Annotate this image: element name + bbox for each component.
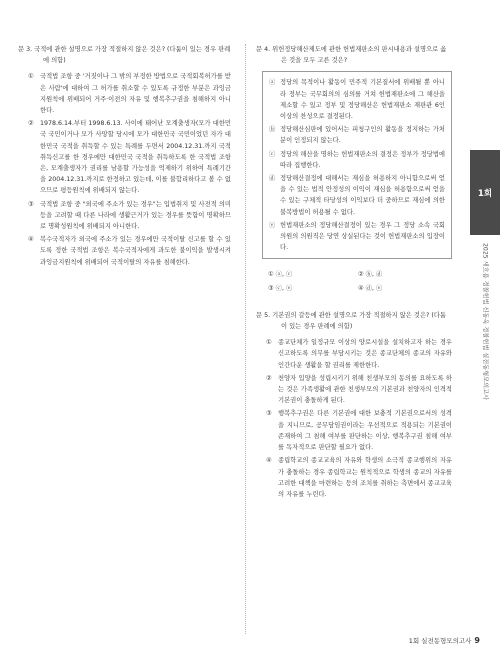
q5-option-2: [256, 373, 452, 407]
statement-text: 헌법재판소의 정당해산결정이 있는 경우 그 정당 소속 국회의원의 의원직은 당연 상실된다는 것이 헌법재판소의 입장이다.: [280, 221, 445, 252]
question-number: 문 4.: [256, 46, 271, 53]
q3-option-4: [18, 234, 231, 268]
side-tab: [470, 150, 500, 235]
question-5-stem: [256, 310, 452, 332]
option-marker: ①: [28, 73, 34, 81]
footer-label: 1회 실전동형모의고사: [408, 637, 472, 645]
statement-marker: ⓒ: [269, 150, 276, 158]
q5-option-3: [256, 408, 452, 453]
column-divider: [245, 44, 246, 634]
statement-text: 정당해산심판에 있어서는 피청구인의 활동을 정지하는 가처분이 인정되지 않는다.: [280, 126, 445, 145]
option-text: 천양자 입양을 성립시키기 위해 친생부모의 동의를 요하도록 하는 것은 가족생활에 관한 친생부모의 기본권과 친양자의 인격적 기본권이 충돌하게 된다.: [278, 374, 452, 405]
statement-marker: ⓔ: [269, 221, 276, 229]
statement-e: [269, 220, 445, 254]
q3-option-1: [18, 71, 231, 116]
page-number: 9: [474, 636, 480, 645]
statement-text: 정당의 해산을 명하는 헌법재판소의 결정은 정부가 정당법에 따라 집행한다.: [280, 150, 445, 169]
option-marker: ④: [266, 457, 272, 465]
q3-option-2: [18, 118, 231, 196]
left-column: [18, 44, 231, 270]
q3-option-3: [18, 199, 231, 233]
answer-choice-1: ① ⓐ, ⓒ: [268, 271, 293, 279]
question-4-stem: [256, 44, 452, 66]
option-marker: ①: [266, 339, 272, 347]
side-caption-text: 2025 새흐름 경찰헌법 신동욱 경찰헌법 실전동형모의고사: [481, 243, 489, 401]
statement-marker: ⓓ: [269, 175, 276, 183]
option-text: 종립학교의 종교교육의 자유와 학생의 소극적 종교행위의 자유가 충돌하는 경우 종립학교는 원칙적으로 학생의 종교의 자유를 고려한 대책을 마련하는 등의 조치를 취하는 측면에서 종교교육의 자유를 누린다.: [278, 457, 452, 498]
answer-choice-2: ② ⓑ, ⓓ: [358, 271, 383, 279]
option-text: 복수국적자가 외국에 주소가 있는 경우에만 국적이탈 신고를 할 수 있도록 정한 국적법 조항은 복수국적자에게 과도한 불이익을 발생시켜 과잉금지원칙에 위배되어 국적이탈의 자유를 침해한다.: [40, 236, 231, 266]
option-marker: ②: [28, 120, 34, 128]
option-marker: ②: [266, 374, 272, 382]
statement-c: [269, 149, 445, 171]
statement-text: 정당해산결정에 대해서는 재심을 허용하지 아니함으로써 얻을 수 있는 법적 안정성의 이익이 재심을 허용함으로써 얻을 수 있는 구체적 타당성의 이익보다 더 중하므로 재심에 의한 불복방법이 허용될 수 없다.: [280, 175, 445, 216]
question-text: 기본권의 갈등에 관한 설명으로 가장 적절하지 않은 것은? (다툼이 있는 경우 판례에 의함): [272, 311, 446, 331]
option-marker: ④: [28, 236, 34, 244]
right-column: [256, 44, 452, 502]
page-footer: [409, 636, 480, 645]
option-marker: ③: [266, 410, 272, 418]
option-text: 종교단체가 일정규모 이상의 양로시설을 설치하고자 하는 경우 신고하도록 의무를 부담시키는 것은 종교단체의 종교의 자유와 인간다운 생활을 할 권리를 제한한다.: [278, 339, 452, 369]
statement-d: [269, 173, 445, 218]
question-number: 문 3.: [18, 46, 33, 53]
option-text: 행복추구권은 다른 기본권에 대한 보충적 기본권으로서의 성격을 지니므로, 공무담임권이라는 우선적으로 적용되는 기본권이 존재하여 그 침해 여부를 판단하는 이상, 행복추구권 침해 여부를 독자적으로 판단할 필요가 없다.: [278, 410, 452, 452]
q5-option-4: [256, 455, 452, 500]
statement-marker: ⓑ: [269, 126, 276, 134]
answer-choice-3: ③ ⓒ, ⓔ: [268, 284, 293, 292]
side-caption: [476, 243, 496, 443]
question-text: 위헌정당해산제도에 관한 헌법재판소의 판시내용과 설명으로 옳은 것을 모두 고른 것은?: [272, 46, 447, 65]
statement-a: [269, 77, 445, 122]
option-text: 1978.6.14.부터 1998.6.13. 사이에 태어난 모계출생자(모가 대한민국 국민이거나 모가 사망할 당시에 모가 대한민국 국민이었던 자가 대한민국 국적을 취득할 수 있는 특례를 두면서 2004.12.31.까지 국적취득신고를 한 경우에만 대한민국 국적을 취득하도록 한 국적법 조항은, 모계출생자가 권리를 남용할 가능성을 억제하기 위하여 특례기간을 2004.12.31.까지로 한정하고 있는데, 이를 불합리하다고 볼 수 없으므로 평등원칙에 위배되지 않는다.: [40, 120, 231, 195]
question-text: 국적에 관한 설명으로 가장 적절하지 않은 것은? (다툼이 있는 경우 판례에 의함): [34, 46, 231, 65]
q5-option-1: [256, 337, 452, 371]
option-text: 국적법 조항 중 "외국에 주소가 있는 경우"는 입법취지 및 사전적 의미 등을 고려할 때 다른 나라에 생활근거가 있는 경우를 뜻함이 명확하므로 명확성원칙에 위배되지 아니한다.: [40, 200, 231, 231]
option-text: 국적법 조항 중 '거짓이나 그 밖의 부정한 방법으로 국적회복허가를 받은 사람'에 대하여 그 허가를 취소할 수 있도록 규정한 부분은 과잉금지원칙에 위배되어 거주·이전의 자유 및 행복추구권을 침해하지 아니한다.: [40, 73, 231, 115]
statement-text: 정당의 목적이나 활동이 민주적 기본질서에 위배될 뿐 아니라 정부는 국무회의의 심의를 거쳐 헌법재판소에 그 해산을 제소할 수 있고 정부 및 정당해산은 헌법재판소 재판관 6인 이상의 찬성으로 결정된다.: [280, 79, 445, 121]
answer-choice-4: ④ ⓓ, ⓔ: [358, 284, 383, 292]
statement-b: [269, 124, 445, 146]
statement-marker: ⓐ: [269, 79, 276, 87]
answer-choices: [268, 269, 452, 293]
statement-box: [262, 71, 452, 259]
option-marker: ③: [28, 200, 34, 208]
question-number: 문 5.: [256, 311, 271, 319]
side-tab-label: 1회: [477, 188, 493, 199]
question-3-stem: [18, 44, 231, 66]
